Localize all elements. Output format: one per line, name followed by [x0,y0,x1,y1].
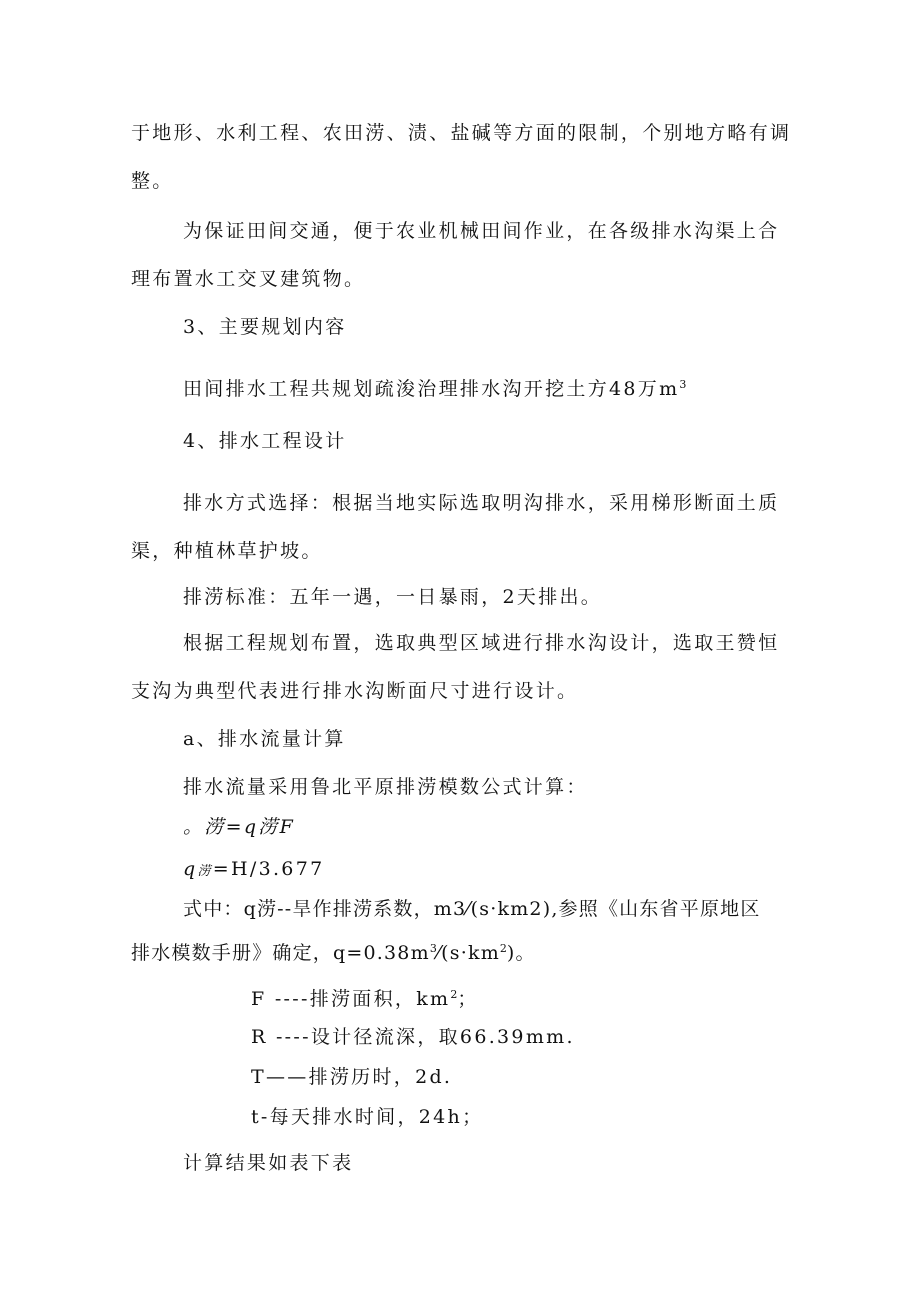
superscript: 2 [499,942,507,955]
formula [183,856,324,885]
paragraph-text: 田间排水工程共规划疏浚治理排水沟开挖土方48万m [183,378,680,400]
formula-var: q [183,858,198,880]
text: F ----排涝面积，km [251,988,451,1010]
paragraph-line: 整。 [131,170,174,192]
formula-subscript: 涝 [197,864,213,879]
subsection-heading: a、排水流量计算 [183,728,346,750]
text: 排水模数手册》确定，q=0.38m [131,942,430,964]
paragraph-line [183,376,686,402]
definition-line: t-每天排水时间，24h； [251,1106,484,1128]
paragraph-line: 排水流量采用鲁北平原排涝模数公式计算： [183,776,588,798]
paragraph-line: 理布置水工交叉建筑物。 [131,268,366,290]
formula-rest: =H/3.677 [212,858,325,880]
paragraph-line [131,940,536,966]
superscript: 2 [450,988,458,1001]
paragraph-line: 计算结果如表下表 [183,1152,354,1174]
text: ⁄(s·km [436,942,500,964]
section-heading: 4、排水工程设计 [183,430,347,452]
paragraph-line: 支沟为典型代表进行排水沟断面尺寸进行设计。 [131,680,579,702]
definition-line: T——排涝历时，2d. [251,1066,453,1088]
paragraph-line: 式中：q涝--旱作排涝系数，m3⁄(s·km2),参照《山东省平原地区 [183,898,761,920]
formula: 。涝=q涝F [183,816,296,838]
section-heading: 3、主要规划内容 [183,316,347,338]
superscript: 3 [429,942,437,955]
paragraph-line: 渠，种植林草护坡。 [131,540,323,562]
paragraph-line: 排涝标准：五年一遇，一日暴雨，2天排出。 [183,586,603,608]
paragraph-line: 排水方式选择：根据当地实际选取明沟排水，采用梯形断面土质 [183,492,780,514]
paragraph-line: 于地形、水利工程、农田涝、渍、盐碱等方面的限制，个别地方略有调 [131,122,792,144]
definition-line: R ----设计径流深，取66.39mm. [251,1026,575,1048]
paragraph-line: 为保证田间交通，便于农业机械田间作业，在各级排水沟渠上合 [183,220,780,242]
paragraph-line: 根据工程规划布置，选取典型区域进行排水沟设计，选取王赞恒 [183,632,780,654]
text: )。 [506,942,536,964]
superscript: 3 [679,378,687,391]
text: ； [457,988,479,1010]
definition-line [251,986,479,1012]
